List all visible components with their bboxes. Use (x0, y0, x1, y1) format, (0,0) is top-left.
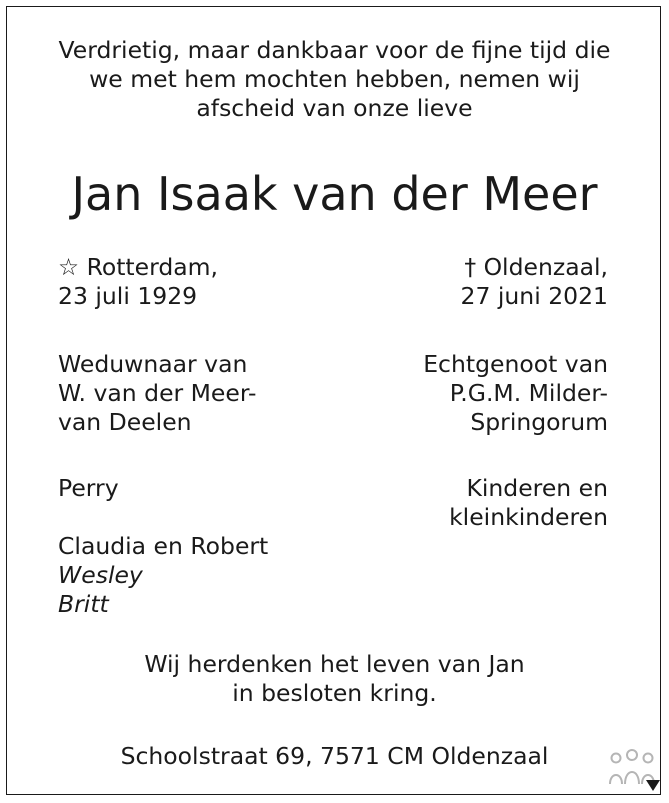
family-line: kleinkinderen (449, 503, 608, 531)
death-date: 27 juni 2021 (460, 282, 608, 310)
triangle-down-icon[interactable] (645, 778, 661, 792)
grandchild-name: Britt (58, 590, 109, 618)
spouse-info (423, 350, 608, 437)
address: Schoolstraat 69, 7571 CM Oldenzaal (120, 742, 549, 770)
intro-line: afscheid van onze lieve (196, 94, 473, 122)
star-icon: ☆ (58, 253, 80, 281)
death-info (461, 253, 609, 311)
remembrance-text (20, 650, 649, 708)
spouse-line: P.G.M. Milder- (449, 379, 608, 407)
child-name: Claudia en Robert (58, 532, 269, 560)
spouse-line: Echtgenoot van (423, 350, 608, 378)
death-place: Oldenzaal, (483, 253, 608, 281)
birth-date: 23 juli 1929 (58, 282, 198, 310)
widower-line: Weduwnaar van (58, 350, 248, 378)
family-right (449, 474, 608, 532)
widower-line: van Deelen (58, 408, 192, 436)
remembrance-line: Wij herdenken het leven van Jan (144, 650, 525, 678)
child-name: Perry (58, 474, 119, 502)
cross-icon: † (464, 253, 477, 281)
widower-info (58, 350, 257, 437)
spouse-line: Springorum (470, 408, 608, 436)
grandchild-name: Wesley (58, 561, 143, 589)
birth-info (58, 253, 218, 311)
deceased-name: Jan Isaak van der Meer (71, 167, 598, 221)
family-left (58, 474, 268, 619)
remembrance-line: in besloten kring. (232, 679, 437, 707)
intro-text (20, 36, 649, 123)
family-line: Kinderen en (466, 474, 608, 502)
widower-line: W. van der Meer- (58, 379, 257, 407)
birth-place: Rotterdam, (86, 253, 219, 281)
intro-line: we met hem mochten hebben, nemen wij (89, 65, 580, 93)
intro-line: Verdrietig, maar dankbaar voor de fijne tijd die (58, 36, 611, 64)
